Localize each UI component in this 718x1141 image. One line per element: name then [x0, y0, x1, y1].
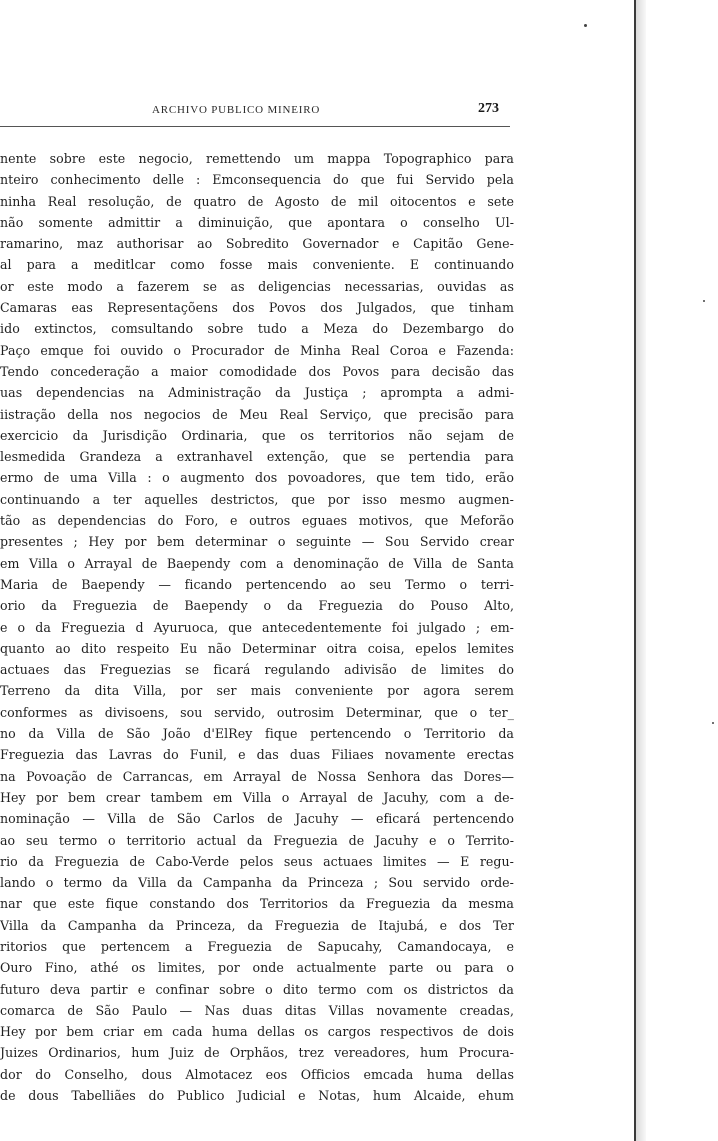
text-line: Ouro Fino, athé os limites, por onde actualmente parte ou para o [0, 960, 514, 976]
text-line: tão as dependencias do Foro, e outros eguaes motivos, que Meforão [0, 513, 514, 529]
text-line: Terreno da dita Villa, por ser mais conveniente por agora serem [0, 683, 514, 699]
text-line: quanto ao dito respeito Eu não Determinar oitra coisa, epelos lemites [0, 640, 514, 656]
text-line: comarca de São Paulo — Nas duas ditas Villas novamente creadas, [0, 1002, 514, 1018]
text-line: ramarino, maz authorisar ao Sobredito Governador e Capitão Gene- [0, 236, 514, 252]
text-line: ninha Real resolução, de quatro de Agosto de mil oitocentos e sete [0, 193, 514, 209]
page-number: 273 [478, 101, 499, 116]
text-line: Juizes Ordinarios, hum Juiz de Orphãos, trez vereadores, hum Procura- [0, 1045, 514, 1061]
text-line: Hey por bem criar em cada huma dellas os cargos respectivos de dois [0, 1024, 514, 1040]
scan-speck [703, 300, 705, 302]
running-title: ARCHIVO PUBLICO MINEIRO [152, 104, 321, 116]
text-line: exercicio da Jurisdição Ordinaria, que os territorios não sejam de [0, 427, 514, 443]
text-line: nominação — Villa de São Carlos de Jacuhy — eficará pertencendo [0, 811, 514, 827]
text-line: nteiro conhecimento delle : Emconsequencia do que fui Servido pela [0, 172, 514, 188]
text-line: iistração della nos negocios de Meu Real Serviço, que precisão para [0, 406, 514, 422]
text-line: continuando a ter aquelles destrictos, que por isso mesmo augmen- [0, 491, 514, 507]
text-line: futuro deva partir e confinar sobre o dito termo com os districtos da [0, 981, 514, 997]
scan-speck [584, 24, 587, 27]
text-line: ermo de uma Villa : o augmento dos povoadores, que tem tido, erão [0, 470, 514, 486]
text-line: or este modo a fazerem se as deligencias necessarias, ouvidas as [0, 278, 514, 294]
text-line: Freguezia das Lavras do Funil, e das duas Filiaes novamente erectas [0, 747, 514, 763]
text-line: actuaes das Freguezias se ficará regulando adivisão de limites do [0, 662, 514, 678]
text-line: ido extinctos, comsultando sobre tudo a Meza do Dezembargo do [0, 321, 514, 337]
text-line: no da Villa de São João d'ElRey fique pertencendo o Territorio da [0, 726, 514, 742]
text-line: presentes ; Hey por bem determinar o seguinte — Sou Servido crear [0, 534, 514, 550]
text-line: Hey por bem crear tambem em Villa o Arrayal de Jacuhy, com a de- [0, 789, 514, 805]
text-line: nente sobre este negocio, remettendo um mappa Topographico para [0, 151, 514, 166]
text-line: Paço emque foi ouvido o Procurador de Minha Real Coroa e Fazenda: [0, 342, 514, 358]
text-line: rio da Freguezia de Cabo-Verde pelos seus actuaes limites — E regu- [0, 853, 514, 869]
text-line: lesmedida Grandeza a extranhavel extenção, que se pertendia para [0, 449, 514, 465]
text-line: Camaras eas Representaçõens dos Povos dos Julgados, que tinham [0, 300, 514, 316]
text-line: conformes as divisoens, sou servido, outrosim Determinar, que o ter_ [0, 704, 514, 720]
text-line: lando o termo da Villa da Campanha da Princeza ; Sou servido orde- [0, 875, 514, 891]
text-line: de dous Tabelliães do Publico Judicial e Notas, hum Alcaide, ehum [0, 1088, 514, 1104]
text-line: ao seu termo o territorio actual da Freguezia de Jacuhy e o Territo- [0, 832, 514, 848]
text-line: al para a meditlcar como fosse mais conveniente. E continuando [0, 257, 514, 273]
text-line: e o da Freguezia d Ayuruoca, que antecedentemente foi julgado ; em- [0, 619, 514, 635]
text-line: não somente admittir a diminuição, que apontara o conselho Ul- [0, 214, 514, 230]
text-line: em Villa o Arrayal de Baependy com a denominação de Villa de Santa [0, 555, 514, 571]
text-line: nar que este fique constando dos Territorios da Freguezia da mesma [0, 896, 514, 912]
text-line: dor do Conselho, dous Almotacez eos Officios emcada huma dellas [0, 1066, 514, 1082]
text-line: Tendo concederação a maior comodidade dos Povos para decisão das [0, 363, 514, 379]
text-line: Villa da Campanha da Princeza, da Freguezia de Itajubá, e dos Ter [0, 917, 514, 933]
text-line: ritorios que pertencem a Freguezia de Sapucahy, Camandocaya, e [0, 938, 514, 954]
scan-speck [712, 722, 714, 724]
text-line: orio da Freguezia de Baependy o da Freguezia do Pouso Alto, [0, 598, 514, 614]
text-line: Maria de Baependy — ficando pertencendo ao seu Termo o terri- [0, 576, 514, 592]
text-line: uas dependencias na Administração da Justiça ; aprompta a admi- [0, 385, 514, 401]
text-line: na Povoação de Carrancas, em Arrayal de Nossa Senhora das Dores— [0, 768, 514, 784]
